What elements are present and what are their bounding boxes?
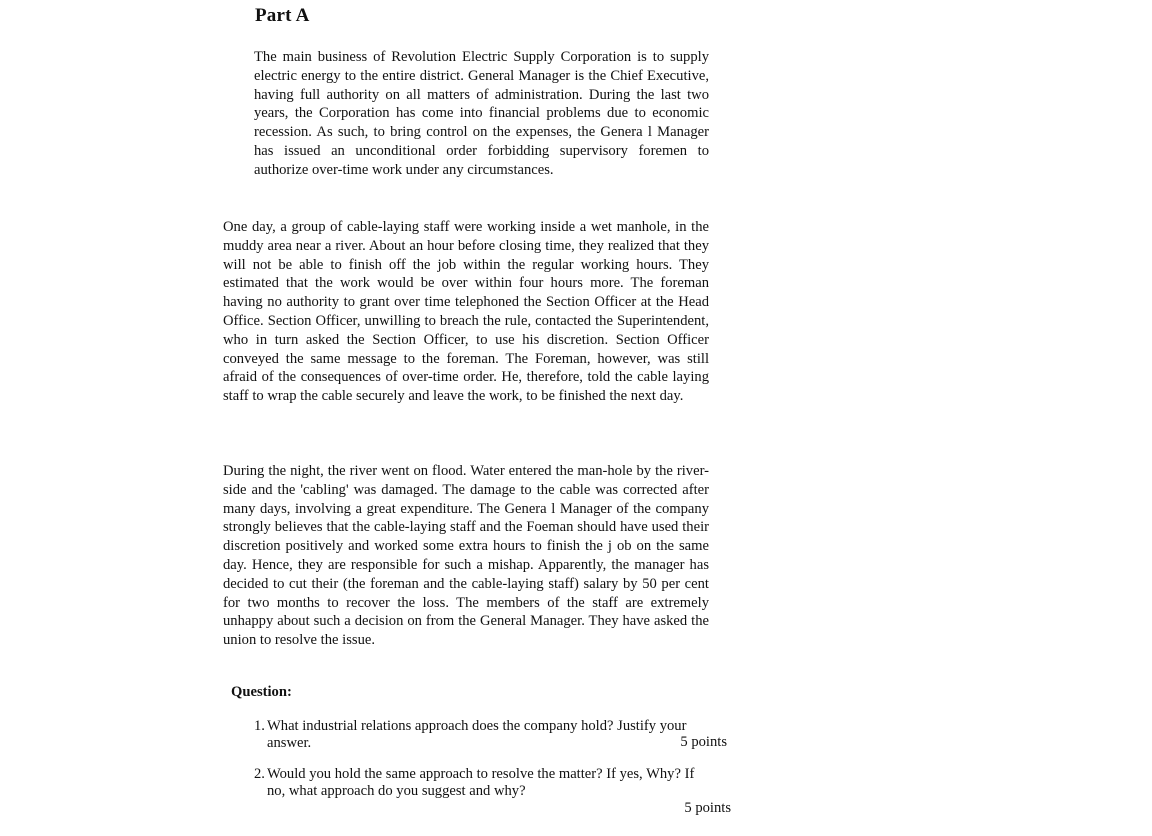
question-points: 5 points [684, 800, 731, 816]
question-number: 2. [254, 766, 265, 782]
page-title: Part A [255, 5, 310, 26]
case-paragraph-incident: One day, a group of cable-laying staff were working inside a wet manhole, in the muddy area near a river. About an hour before closing time, they realized that they will not be able to finish off the job within the regular working hours. They estimated that the work would be over within four hours more. The foreman having no authority to grant over time telephoned the Section Officer at the Head Office. Section Officer, unwilling to breach the rule, contacted the Superintendent, who in turn asked the Section Officer, to use his discretion. Section Officer conveyed the same message to the foreman. The Foreman, however, was still afraid of the consequences of over-time order. He, therefore, told the cable laying staff to wrap the cable securely and leave the work, to be finished the next day. [223, 219, 709, 405]
question-text: What industrial relations approach does the company hold? Justify your answer. [267, 718, 687, 751]
case-paragraph-intro: The main business of Revolution Electric Supply Corporation is to supply electric energy to the entire district. General Manager is the Chief Executive, having full authority on all matters of administration. During the last two years, the Corporation has come into financial problems due to economic recession. As such, to bring control on the expenses, the Genera l Manager has issued an unconditional order forbidding supervisory foremen to authorize over-time work under any circumstances. [254, 49, 709, 178]
case-paragraph-outcome: During the night, the river went on flood. Water entered the man-hole by the river-side and the 'cabling' was damaged. The damage to the cable was corrected after many days, involving a great expenditure. The Genera l Manager of the company strongly believes that the cable-laying staff and the Foeman should have used their discretion positively and worked some extra hours to finish the j ob on the same day. Hence, they are responsible for such a mishap. Apparently, the manager has decided to cut their (the foreman and the cable-laying staff) salary by 50 per cent for two months to recover the loss. The members of the staff are extremely unhappy about such a decision on from the General Manager. They have asked the union to resolve the issue. [223, 463, 709, 649]
question-number: 1. [254, 718, 265, 734]
question-points: 5 points [680, 734, 727, 750]
question-text: Would you hold the same approach to resolve the matter? If yes, Why? If no, what approach do you suggest and why? [267, 766, 695, 799]
question-heading: Question: [231, 684, 292, 700]
question-item-2 [254, 766, 714, 800]
